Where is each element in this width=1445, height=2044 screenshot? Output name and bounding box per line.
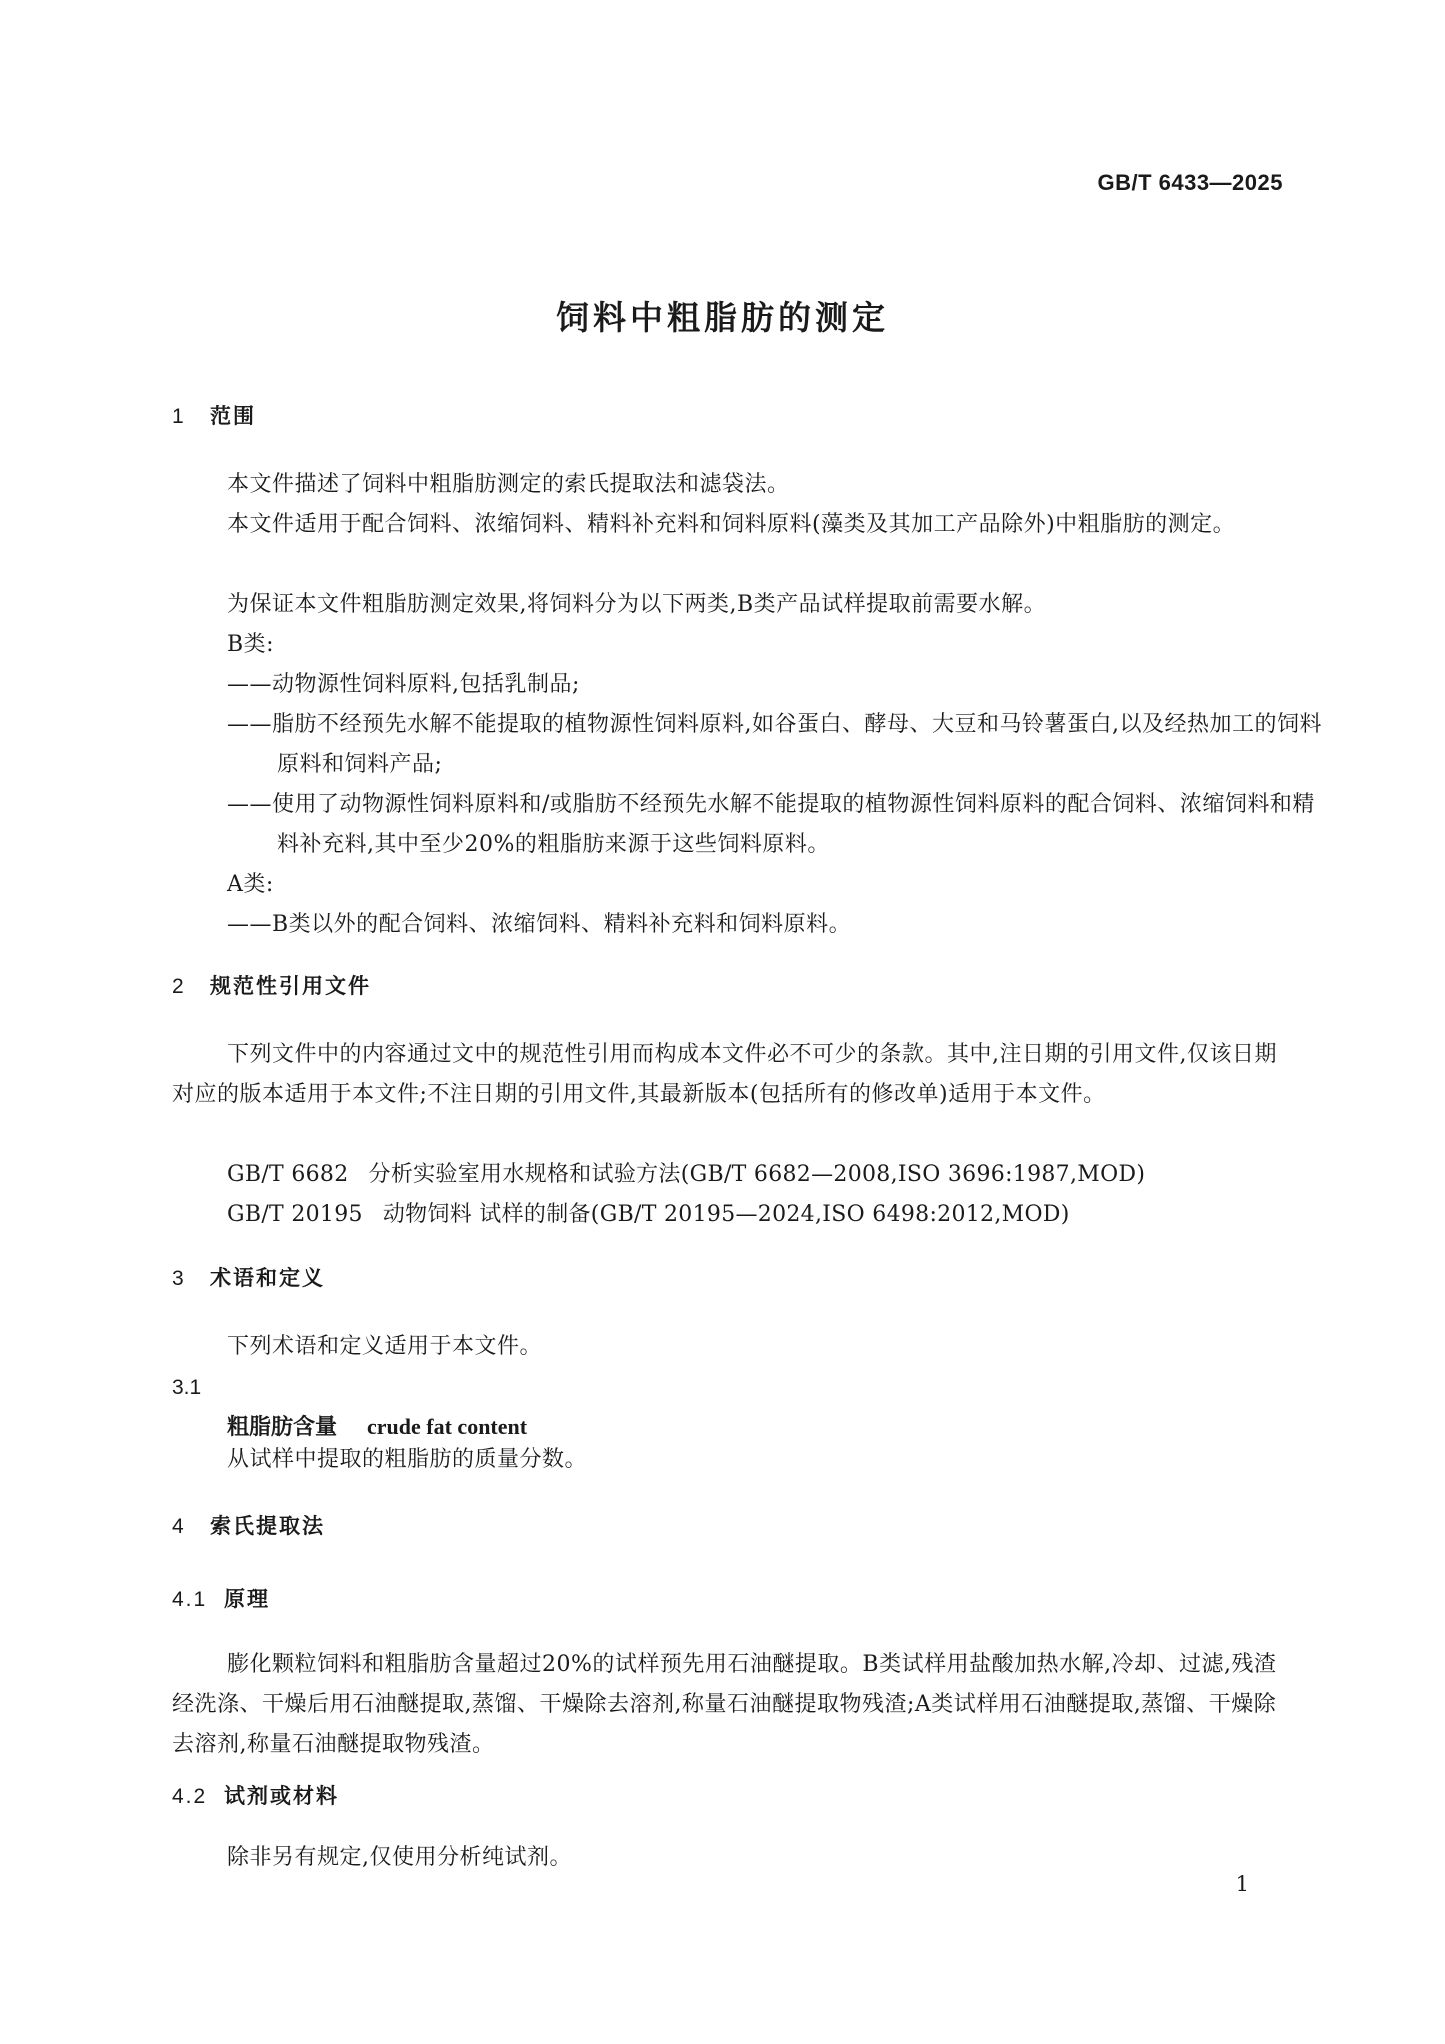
section-title: 术语和定义 xyxy=(210,1266,325,1290)
reference-code: GB/T 20195 xyxy=(227,1202,363,1227)
term-english: crude fat content xyxy=(367,1414,528,1439)
section-1-heading xyxy=(172,400,256,430)
paragraph: 除非另有规定,仅使用分析纯试剂。 xyxy=(227,1845,572,1870)
category-label-a: A类: xyxy=(227,872,274,897)
paragraph: 下列文件中的内容通过文中的规范性引用而构成本文件必不可少的条款。其中,注日期的引用文件,仅该日期对应的版本适用于本文件;不注日期的引用文件,其最新版本(包括所有的修改单)适用于本文件。 xyxy=(172,1042,1277,1107)
subsection-title: 原理 xyxy=(224,1587,270,1611)
list-item: ——B类以外的配合饲料、浓缩饲料、精料补充料和饲料原料。 xyxy=(227,912,852,937)
reference-text: 动物饲料 试样的制备(GB/T 20195—2024,ISO 6498:2012,MOD) xyxy=(382,1202,1070,1227)
paragraph: 本文件描述了饲料中粗脂肪测定的索氏提取法和滤袋法。 xyxy=(227,472,790,497)
section-4-heading xyxy=(172,1510,325,1540)
standard-code: GB/T 6433—2025 xyxy=(1097,170,1283,195)
category-label-b: B类: xyxy=(227,632,275,657)
section-3-heading xyxy=(172,1262,325,1292)
normative-reference xyxy=(227,1195,1070,1235)
section-number: 2 xyxy=(172,975,186,998)
term-chinese: 粗脂肪含量 xyxy=(227,1415,338,1440)
subsection-title: 试剂或材料 xyxy=(224,1784,339,1808)
section-number: 3 xyxy=(172,1267,186,1290)
section-title: 规范性引用文件 xyxy=(210,974,371,998)
section-title: 索氏提取法 xyxy=(210,1514,325,1538)
document-title: 饲料中粗脂肪的测定 xyxy=(556,298,889,337)
paragraph: 下列术语和定义适用于本文件。 xyxy=(227,1334,543,1359)
section-number: 4 xyxy=(172,1515,186,1538)
term-number: 3.1 xyxy=(172,1376,202,1399)
list-item: ——脂肪不经预先水解不能提取的植物源性饲料原料,如谷蛋白、酵母、大豆和马铃薯蛋白,以及经热加工的饲料原料和饲料产品; xyxy=(227,712,1322,777)
paragraph: 为保证本文件粗脂肪测定效果,将饲料分为以下两类,B类产品试样提取前需要水解。 xyxy=(227,592,1047,617)
section-number: 1 xyxy=(172,405,186,428)
normative-reference xyxy=(227,1155,1145,1195)
list-item: ——动物源性饲料原料,包括乳制品; xyxy=(227,672,580,697)
paragraph: 本文件适用于配合饲料、浓缩饲料、精料补充料和饲料原料(藻类及其加工产品除外)中粗脂肪的测定。 xyxy=(227,512,1236,537)
list-item: ——使用了动物源性饲料原料和/或脂肪不经预先水解不能提取的植物源性饲料原料的配合饲料、浓缩饲料和精料补充料,其中至少20%的粗脂肪来源于这些饲料原料。 xyxy=(227,792,1315,857)
term-entry xyxy=(227,1410,527,1441)
subsection-4-1-heading xyxy=(172,1583,270,1613)
paragraph: 膨化颗粒饲料和粗脂肪含量超过20%的试样预先用石油醚提取。B类试样用盐酸加热水解,冷却、过滤,残渣经洗涤、干燥后用石油醚提取,蒸馏、干燥除去溶剂,称量石油醚提取物残渣;A类试样用石油醚提取,蒸馏、干燥除去溶剂,称量石油醚提取物残渣。 xyxy=(172,1652,1277,1757)
term-definition: 从试样中提取的粗脂肪的质量分数。 xyxy=(227,1447,588,1472)
subsection-4-2-heading xyxy=(172,1780,339,1810)
subsection-number: 4.1 xyxy=(172,1588,208,1611)
page-number: 1 xyxy=(1235,1872,1249,1896)
section-title: 范围 xyxy=(210,404,256,428)
subsection-number: 4.2 xyxy=(172,1785,208,1808)
reference-code: GB/T 6682 xyxy=(227,1162,349,1187)
section-2-heading xyxy=(172,970,371,1000)
reference-text: 分析实验室用水规格和试验方法(GB/T 6682—2008,ISO 3696:1987,MOD) xyxy=(368,1162,1146,1187)
